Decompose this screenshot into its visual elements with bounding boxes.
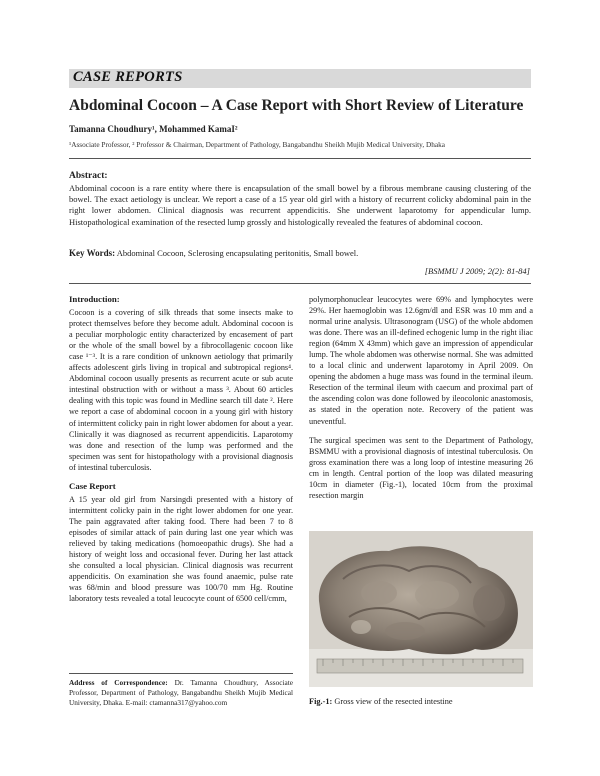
keywords-text: Abdominal Cocoon, Sclerosing encapsulating peritonitis, Small bowel.: [116, 248, 359, 258]
abstract-heading: Abstract:: [69, 171, 108, 181]
citation: [BSMMU J 2009; 2(2): 81-84]: [424, 266, 530, 276]
right-column: [309, 294, 533, 501]
keywords: [69, 248, 531, 258]
footnote-divider: [69, 673, 293, 674]
figure-label: Fig.-1:: [309, 697, 333, 706]
figure-caption: [309, 697, 453, 706]
article-title: Abdominal Cocoon – A Case Report with Short Review of Literature: [69, 97, 524, 114]
resected-intestine-photo: [309, 531, 533, 687]
introduction-heading: Introduction:: [69, 294, 120, 304]
introduction-paragraph: Cocoon is a covering of silk threads that some insects make to protect themselves before they become adult. Abdominal cocoon is a peculiar morphologic entity characterized by encasement of part or the whole of the small bowel by a fibrocollagenic cocoon like case ¹⁻³. It is a rare condition of unknown aetiology that primarily affects adolescent girls living in tropical and subtropical regions⁴. Abdominal cocoon usually presents as recurrent acute or sub acute intestinal obstruction with or without a mass ³. About 60 articles dealing with this topic was found in Medline search till date ². Here we report a case of abdominal cocoon in a young girl with history of intermittent colicky pain in right lower abdomen for about a year. Clinically it was diagnosed as recurrent appendicitis. Laparotomy was done and resection of the lump was performed and the specimen was sent for histopathology with a provisional diagnosis of intestinal tuberculosis.: [69, 308, 293, 472]
divider: [69, 158, 531, 159]
correspondence: [69, 678, 293, 708]
left-column: [69, 294, 293, 604]
case-report-paragraph: polymorphonuclear leucocytes were 69% and lymphocytes were 29%. Her haemoglobin was 12.6gm/dl and ESR was 10 mm and a normal urine analysis. Ultrasonogram (USG) of the whole abdomen was done. There was an ill-defined echogenic lump in the right iliac region (64mm X 43mm) which gave an impression of appendicular lump. The whole abdomen was otherwise normal. She was admitted to a local clinic and underwent laparotomy in April 2009. On opening the abdomen a huge mass was found in the terminal ileum. Resection of the terminal ileum with caecum and proximal part of the ascending colon was done followed by ileocolonic anastomosis, as stated in the operation note. Recovery of the patient was uneventful.: [309, 295, 533, 426]
case-report-paragraph: A 15 year old girl from Narsingdi presented with a history of intermittent colicky pain in the right lower abdomen for one year. The pain aggravated after taking food. There had been 7 to 8 episodes of similar attack of pain during last one year which was relieved by taking medications (homoeopathic drugs). She had a history of weight loss and occasional fever. During her last attack she consulted a local physician. Clinical diagnosis was recurrent appendicitis. On examination she was found anaemic, pulse rate was 68/min and blood pressure was 100/70 mm Hg. Routine laboratory tests revealed a total leucocyte count of 6500 cell/cmm,: [69, 494, 293, 604]
section-label: CASE REPORTS: [73, 69, 183, 85]
correspondence-label: Address of Correspondence:: [69, 678, 168, 687]
figure-caption-text: Gross view of the resected intestine: [334, 697, 453, 706]
section-band: [69, 69, 531, 88]
divider: [69, 283, 531, 284]
case-report-paragraph: The surgical specimen was sent to the Department of Pathology, BSMMU with a provisional diagnosis of intestinal tuberculosis. On gross examination there was a long loop of intestine measuring 26 cm in length. Central portion of the loop was dilated measuring 10cm in diameter (Fig.-1), located 10cm from the proximal resection margin: [309, 435, 533, 500]
case-report-heading: Case Report: [69, 480, 116, 491]
keywords-label: Key Words:: [69, 248, 116, 258]
authors: Tamanna Choudhury¹, Mohammed KamaI²: [69, 124, 238, 134]
correspondence-text: Dr. Tamanna Choudhury, Associate Professor, Department of Pathology, Bangabandhu Sheikh Mujib Medical University, Dhaka. E-mail: ctamanna317@yahoo.com: [69, 678, 294, 707]
abstract-text: Abdominal cocoon is a rare entity where there is encapsulation of the small bowel by a fibrous membrane causing clustering of the bowel. The exact aetiology is unclear. We report a case of a 15 year old girl with a history of recurrent colicky abdominal pain in the right lower abdomen. Clinical diagnosis was recurrent appendicitis. She underwent laparotomy for appendicular lump. Histopathological examination of the resected lump grossly and histologically revealed the features of abdominal cocoon.: [69, 183, 531, 227]
affiliation: ¹Associate Professor, ² Professor & Chairman, Department of Pathology, Bangabandhu Sheikh Mujib Medical University, Dhaka: [69, 140, 446, 149]
